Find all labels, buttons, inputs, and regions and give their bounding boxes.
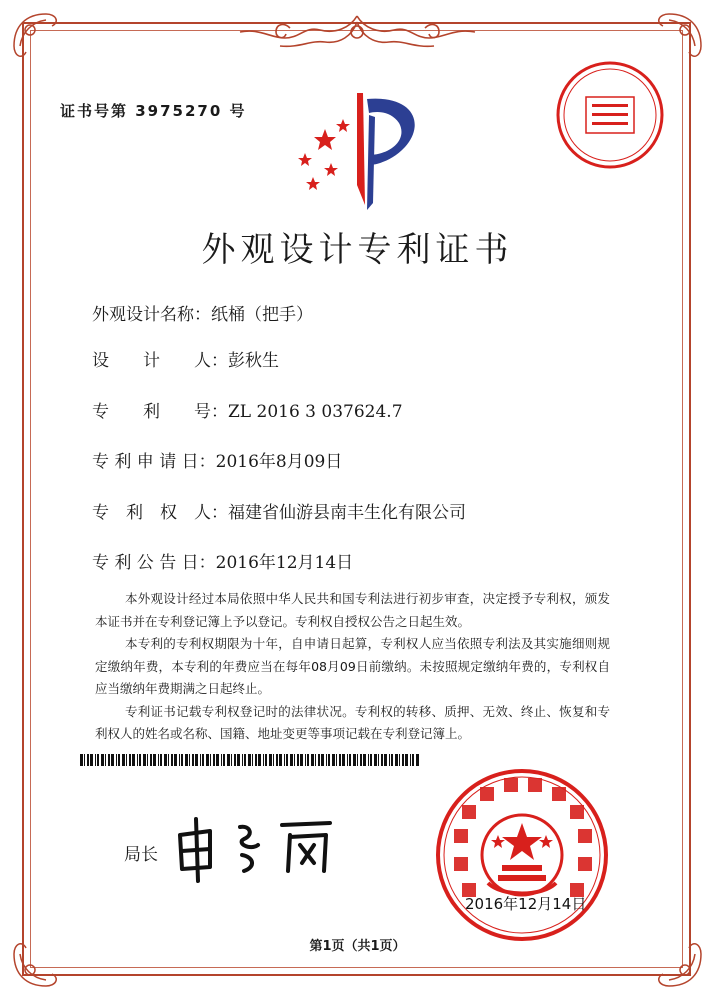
- patentee-value: 福建省仙游县南丰生化有限公司: [228, 503, 466, 523]
- barcode-icon: [80, 754, 420, 766]
- application-date-value: 2016年8月09日: [215, 452, 343, 472]
- publication-date-value: 2016年12月14日: [215, 553, 354, 573]
- certificate-number: [60, 100, 247, 121]
- design-name-label: 外观设计名称：: [92, 305, 211, 325]
- designer-row: [92, 346, 279, 371]
- body-paragraph: 本专利的专利权期限为十年，自申请日起算，专利权人应当依照专利法及其实施细则规定缴纳年费，本专利的年费应当在每年08月09日前缴纳。未按照规定缴纳年费的，专利权自应当缴纳年费期满之日起终止。: [95, 636, 610, 696]
- certificate-number-value: 3975270: [135, 102, 223, 120]
- body-paragraph: 专利证书记载专利权登记时的法律状况。专利权的转移、质押、无效、终止、恢复和专利权人的姓名或名称、国籍、地址变更等事项记载在专利登记簿上。: [95, 703, 610, 741]
- director-label: 局长: [124, 845, 158, 865]
- design-name-value: 纸桶（把手）: [211, 305, 313, 325]
- seal-date: 2016年12月14日: [465, 895, 587, 913]
- designer-value: 彭秋生: [228, 351, 279, 371]
- national-seal-icon: [432, 765, 612, 945]
- certificate-number-suffix: 号: [229, 102, 247, 120]
- tax-stamp-icon: [550, 55, 670, 175]
- patent-number-row: [92, 397, 403, 422]
- patent-office-logo-icon: [285, 85, 435, 215]
- publication-date-label: 专 利 公 告 日：: [92, 553, 216, 573]
- certificate-number-label: 证书号第: [60, 102, 129, 120]
- publication-date-row: [92, 548, 353, 573]
- patentee-row: [92, 498, 466, 523]
- patent-number-value: ZL 2016 3 037624.7: [228, 402, 403, 422]
- patentee-label: 专 利 权 人：: [92, 503, 228, 523]
- designer-label: 设 计 人：: [92, 351, 228, 371]
- design-name-row: [92, 300, 313, 325]
- application-date-row: [92, 447, 342, 472]
- patent-number-label: 专 利 号：: [92, 402, 228, 422]
- certificate-body: [95, 588, 610, 746]
- corner-ornament-icon: [6, 6, 76, 76]
- application-date-label: 专 利 申 请 日：: [92, 452, 216, 472]
- body-paragraph: 本外观设计经过本局依照中华人民共和国专利法进行初步审查，决定授予专利权，颁发本证书并在专利登记簿上予以登记。专利权自授权公告之日起生效。: [95, 591, 610, 629]
- page-number: 第1页（共1页）: [309, 939, 406, 954]
- top-ornament-icon: [230, 8, 485, 58]
- certificate-title: 外观设计专利证书: [201, 230, 514, 270]
- director-signature-icon: [170, 805, 340, 885]
